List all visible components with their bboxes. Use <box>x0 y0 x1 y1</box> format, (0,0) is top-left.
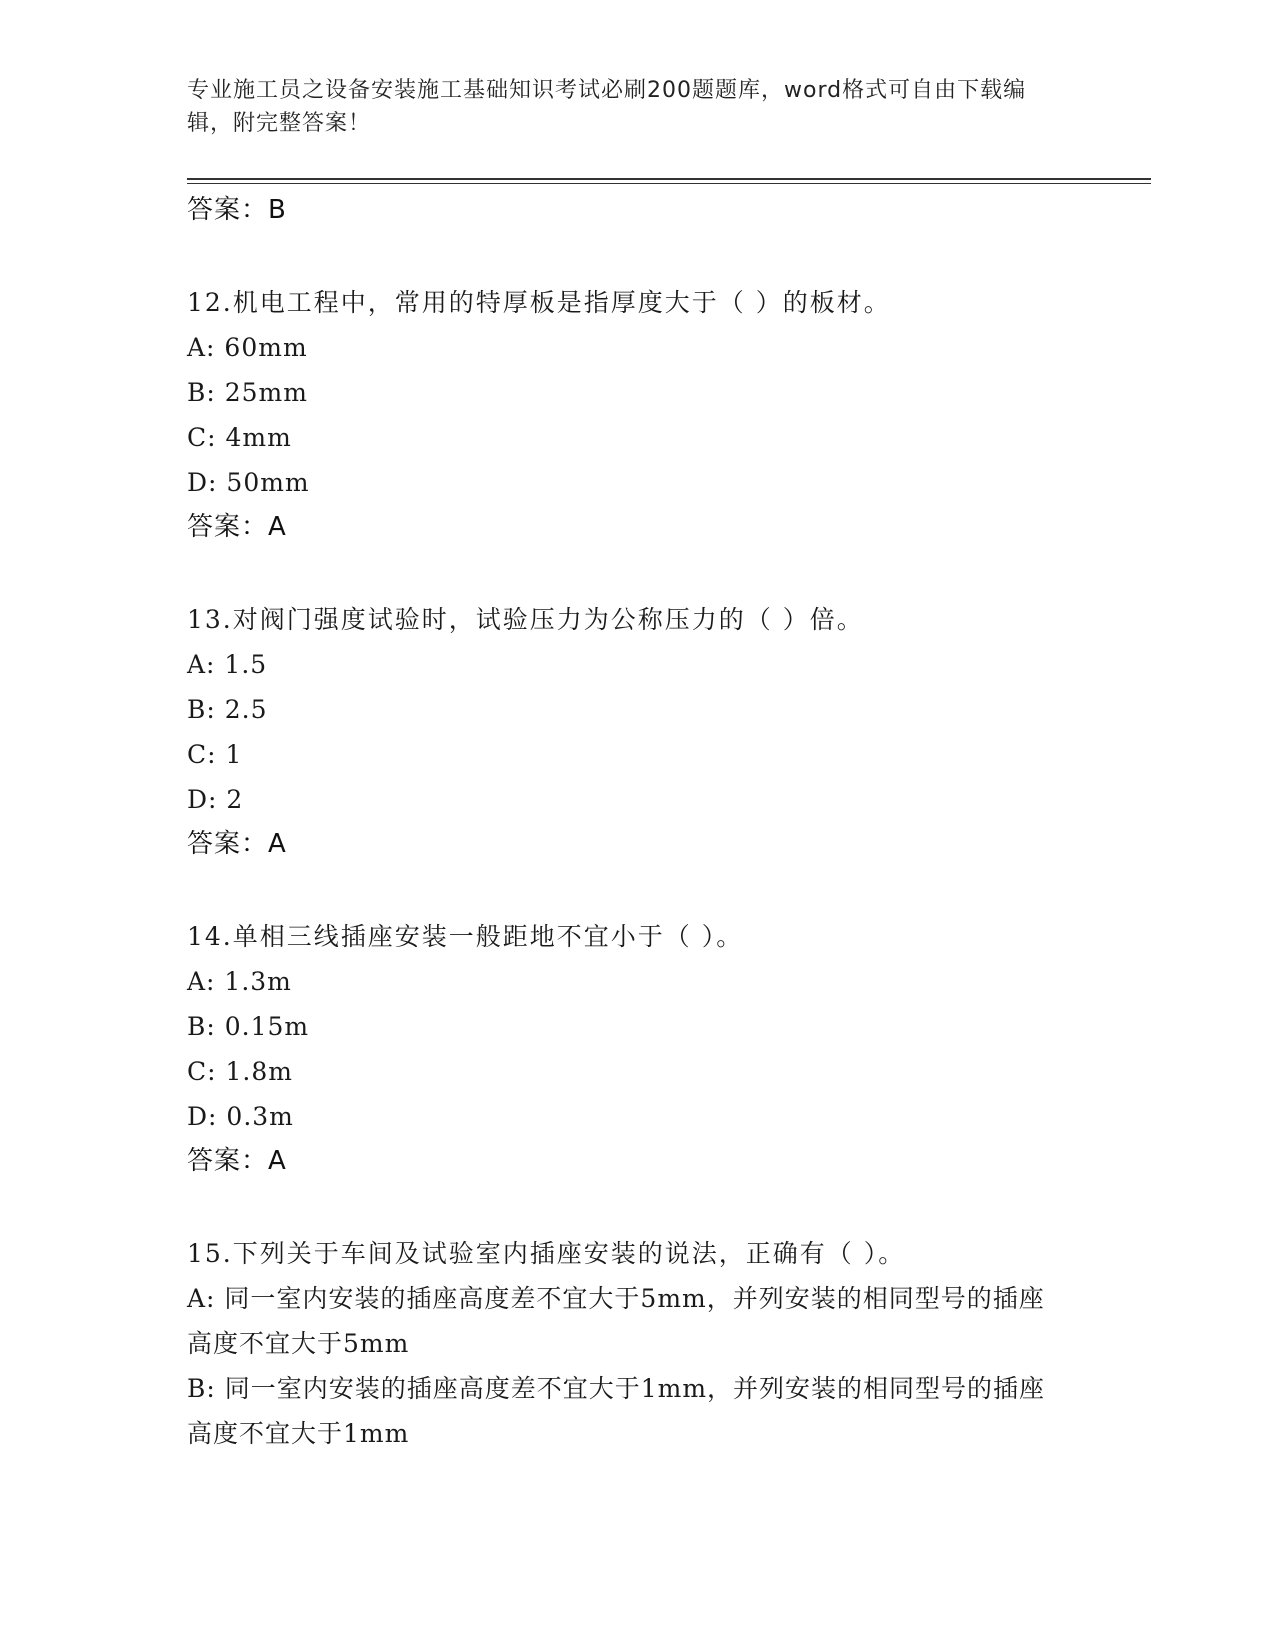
option-b: B: 同一室内安装的插座高度差不宜大于1mm，并列安装的相同型号的插座高度不宜大于1mm <box>187 1374 1046 1448</box>
question-block-12 <box>187 280 1087 549</box>
question-text: 12.机电工程中，常用的特厚板是指厚度大于（ ）的板材。 <box>187 288 891 317</box>
option-b: B: 25mm <box>187 378 308 407</box>
option-a: A: 1.5 <box>187 650 268 679</box>
header-rule-thick <box>187 178 1151 180</box>
question-block-13 <box>187 597 1087 866</box>
option-a: A: 1.3m <box>187 967 292 996</box>
option-c: C: 4mm <box>187 423 292 452</box>
answer-previous: 答案：B <box>187 195 287 225</box>
option-a: A: 同一室内安装的插座高度差不宜大于5mm，并列安装的相同型号的插座高度不宜大于5mm <box>187 1284 1045 1358</box>
question-block-14 <box>187 914 1087 1183</box>
question-text: 13.对阀门强度试验时，试验压力为公称压力的（ ）倍。 <box>187 605 864 634</box>
question-text: 15.下列关于车间及试验室内插座安装的说法，正确有（ ）。 <box>187 1239 906 1268</box>
option-c: C: 1.8m <box>187 1057 293 1086</box>
answer: 答案：A <box>187 512 287 542</box>
question-list <box>187 188 1087 1456</box>
option-d: D: 50mm <box>187 468 310 497</box>
question-block-15 <box>187 1231 1087 1456</box>
option-d: D: 0.3m <box>187 1102 294 1131</box>
header-rule-thin <box>187 183 1151 184</box>
answer: 答案：A <box>187 1146 287 1176</box>
document-header: 专业施工员之设备安装施工基础知识考试必刷200题题库，word格式可自由下载编辑，附完整答案！ <box>187 78 1027 136</box>
option-c: C: 1 <box>187 740 243 769</box>
answer: 答案：A <box>187 829 287 859</box>
option-d: D: 2 <box>187 785 244 814</box>
question-text: 14.单相三线插座安装一般距地不宜小于（ ）。 <box>187 922 744 951</box>
option-b: B: 2.5 <box>187 695 268 724</box>
option-a: A: 60mm <box>187 333 308 362</box>
option-b: B: 0.15m <box>187 1012 310 1041</box>
